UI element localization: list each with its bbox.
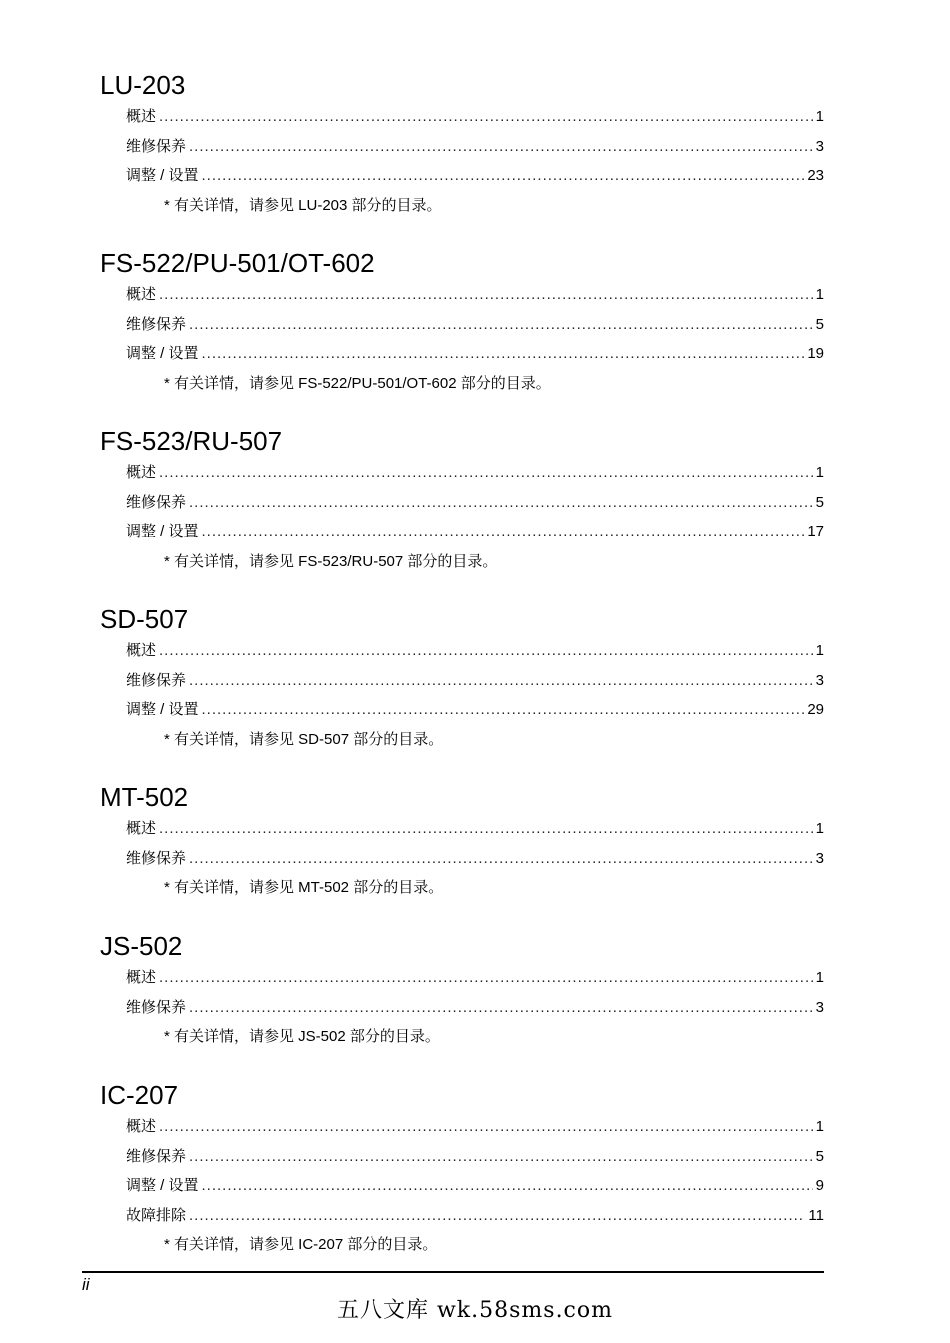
section-title: FS-523/RU-507 xyxy=(100,426,283,456)
dot-leader xyxy=(189,844,813,874)
toc-entry[interactable] xyxy=(126,488,824,518)
toc-section xyxy=(100,931,824,1052)
toc-entry[interactable] xyxy=(126,1201,824,1231)
watermark-text: 五八文库 wk.58sms.com xyxy=(336,1298,613,1323)
entry-page-number: 11 xyxy=(808,1206,824,1224)
dot-leader xyxy=(189,666,813,696)
section-title: SD-507 xyxy=(100,604,189,634)
entry-page-number: 1 xyxy=(815,108,824,125)
entry-page-number: 3 xyxy=(815,137,824,155)
entry-label: 概述 xyxy=(126,642,157,659)
entry-page-number: 3 xyxy=(815,998,824,1016)
section-note: * 有关详情，请参见 SD-507 部分的目录。 xyxy=(164,730,444,748)
section-note: * 有关详情，请参见 MT-502 部分的目录。 xyxy=(164,879,444,896)
entry-page-number: 23 xyxy=(807,167,824,184)
toc-entry[interactable] xyxy=(126,458,824,488)
section-note: * 有关详情，请参见 FS-522/PU-501/OT-602 部分的目录。 xyxy=(164,374,551,392)
entry-page-number: 19 xyxy=(807,345,824,362)
entry-label: 概述 xyxy=(126,969,157,986)
dot-leader xyxy=(159,458,813,488)
section-title: LU-203 xyxy=(100,70,186,100)
section-note: * 有关详情，请参见 LU-203 部分的目录。 xyxy=(164,196,442,214)
toc-entry[interactable] xyxy=(126,310,824,340)
entry-label: 维修保养 xyxy=(126,1147,187,1165)
entry-label: 故障排除 xyxy=(126,1206,187,1224)
toc-entry[interactable] xyxy=(126,161,824,191)
entry-label: 概述 xyxy=(126,108,157,125)
dot-leader xyxy=(189,488,813,518)
toc-section xyxy=(100,782,824,903)
toc-entry[interactable] xyxy=(126,695,824,725)
dot-leader xyxy=(189,132,813,162)
entry-page-number: 5 xyxy=(815,315,824,333)
toc-entry[interactable] xyxy=(126,844,824,874)
toc-entry[interactable] xyxy=(126,814,824,844)
entry-label: 维修保养 xyxy=(126,671,187,689)
entry-label: 维修保养 xyxy=(126,315,187,333)
entry-page-number: 1 xyxy=(815,969,824,986)
dot-leader xyxy=(189,993,813,1023)
section-note: * 有关详情，请参见 JS-502 部分的目录。 xyxy=(164,1028,440,1045)
entry-page-number: 5 xyxy=(815,493,824,511)
entry-page-number: 1 xyxy=(815,286,824,303)
page-number: ii xyxy=(82,1275,90,1294)
dot-leader xyxy=(189,1201,805,1231)
entry-page-number: 29 xyxy=(807,701,824,718)
toc-entry[interactable] xyxy=(126,963,824,993)
entry-label: 调整 / 设置 xyxy=(126,701,199,718)
section-note: * 有关详情，请参见 IC-207 部分的目录。 xyxy=(164,1236,438,1253)
toc-section xyxy=(100,70,824,221)
dot-leader xyxy=(159,963,813,993)
entry-page-number: 1 xyxy=(815,642,824,659)
dot-leader xyxy=(202,695,805,725)
toc-entry[interactable] xyxy=(126,102,824,132)
entry-label: 调整 / 设置 xyxy=(126,167,199,184)
entry-label: 概述 xyxy=(126,1118,157,1135)
entry-label: 维修保养 xyxy=(126,137,187,155)
section-title: FS-522/PU-501/OT-602 xyxy=(100,248,375,278)
toc-entry[interactable] xyxy=(126,666,824,696)
entry-label: 维修保养 xyxy=(126,849,187,867)
toc-entry[interactable] xyxy=(126,1112,824,1142)
entry-label: 维修保养 xyxy=(126,493,187,511)
entry-label: 概述 xyxy=(126,286,157,303)
entry-page-number: 3 xyxy=(815,671,824,689)
entry-label: 概述 xyxy=(126,464,157,481)
entry-label: 调整 / 设置 xyxy=(126,523,199,540)
section-title: MT-502 xyxy=(100,782,189,812)
dot-leader xyxy=(159,814,813,844)
toc-section xyxy=(100,248,824,399)
dot-leader xyxy=(159,280,813,310)
dot-leader xyxy=(189,1142,813,1172)
entry-page-number: 3 xyxy=(815,849,824,867)
footer-divider xyxy=(82,1271,824,1273)
toc-entry[interactable] xyxy=(126,280,824,310)
toc-entry[interactable] xyxy=(126,1171,824,1201)
entry-page-number: 17 xyxy=(807,523,824,540)
toc-entry[interactable] xyxy=(126,636,824,666)
dot-leader xyxy=(159,102,813,132)
entry-page-number: 9 xyxy=(815,1177,824,1194)
dot-leader xyxy=(202,339,805,369)
dot-leader xyxy=(202,1171,813,1201)
toc-entry[interactable] xyxy=(126,993,824,1023)
entry-label: 调整 / 设置 xyxy=(126,1177,199,1194)
toc-entry[interactable] xyxy=(126,517,824,547)
dot-leader xyxy=(202,161,805,191)
toc-section xyxy=(100,604,824,755)
dot-leader xyxy=(159,1112,813,1142)
entry-page-number: 5 xyxy=(815,1147,824,1165)
entry-label: 维修保养 xyxy=(126,998,187,1016)
toc-entry[interactable] xyxy=(126,132,824,162)
toc-entry[interactable] xyxy=(126,339,824,369)
dot-leader xyxy=(159,636,813,666)
entry-page-number: 1 xyxy=(815,464,824,481)
section-title: JS-502 xyxy=(100,931,183,961)
section-note: * 有关详情，请参见 FS-523/RU-507 部分的目录。 xyxy=(164,552,498,570)
entry-label: 调整 / 设置 xyxy=(126,345,199,362)
dot-leader xyxy=(189,310,813,340)
section-title: IC-207 xyxy=(100,1080,179,1110)
entry-page-number: 1 xyxy=(815,1118,824,1135)
toc-entry[interactable] xyxy=(126,1142,824,1172)
dot-leader xyxy=(202,517,805,547)
entry-page-number: 1 xyxy=(815,820,824,837)
toc-section xyxy=(100,426,824,577)
entry-label: 概述 xyxy=(126,820,157,837)
toc-section xyxy=(100,1080,824,1260)
